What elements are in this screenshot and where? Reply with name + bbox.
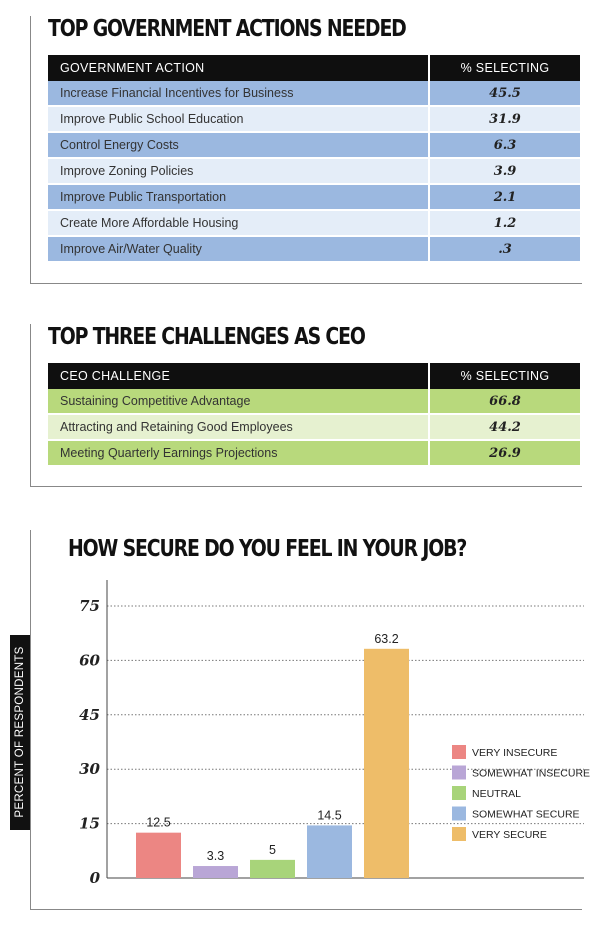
ceo-row-label: Meeting Quarterly Earnings Projections <box>48 440 429 466</box>
gov-row-label: Improve Public School Education <box>48 106 429 132</box>
y-axis-label: PERCENT OF RESPONDENTS <box>14 646 26 818</box>
table-row <box>48 158 580 184</box>
gov-row-label: Improve Zoning Policies <box>48 158 429 184</box>
ceo-table-header <box>48 363 580 389</box>
gov-row-value: 45.5 <box>429 81 580 106</box>
bar <box>193 866 238 878</box>
y-tick-label: 0 <box>89 869 100 887</box>
ceo-row-label: Attracting and Retaining Good Employees <box>48 414 429 440</box>
legend-swatch <box>452 807 466 821</box>
legend-label: SOMEWHAT INSECURE <box>472 767 591 780</box>
gov-frame-bottom <box>30 283 582 284</box>
gov-row-label: Improve Public Transportation <box>48 184 429 210</box>
bar-value-label: 12.5 <box>146 815 171 830</box>
gov-row-value: 2.1 <box>429 184 580 210</box>
bar <box>364 649 409 878</box>
ceo-col-challenge-header: CEO CHALLENGE <box>48 363 429 389</box>
legend-label: VERY INSECURE <box>472 747 558 759</box>
gov-row-value: 3.9 <box>429 158 580 184</box>
chart-title: HOW SECURE DO YOU FEEL IN YOUR JOB? <box>68 536 467 562</box>
gov-row-value: 6.3 <box>429 132 580 158</box>
legend-swatch <box>452 766 466 780</box>
legend-label: VERY SECURE <box>472 829 547 841</box>
gov-row-value: .3 <box>429 236 580 262</box>
table-row <box>48 81 580 106</box>
table-row <box>48 236 580 262</box>
bar <box>307 825 352 878</box>
gov-table <box>48 55 580 263</box>
y-tick-label: 30 <box>79 760 100 779</box>
gov-table-header <box>48 55 580 81</box>
ceo-frame-bottom <box>30 486 582 487</box>
gov-row-value: 31.9 <box>429 106 580 132</box>
ceo-table-title: TOP THREE CHALLENGES AS CEO <box>48 324 365 350</box>
ceo-row-value: 44.2 <box>429 414 580 440</box>
table-row <box>48 210 580 236</box>
gov-table-title: TOP GOVERNMENT ACTIONS NEEDED <box>48 16 406 42</box>
ceo-row-value: 66.8 <box>429 389 580 414</box>
legend-label: NEUTRAL <box>472 788 522 800</box>
y-tick-label: 60 <box>79 651 100 670</box>
ceo-row-label: Sustaining Competitive Advantage <box>48 389 429 414</box>
legend-swatch <box>452 786 466 800</box>
y-tick-label: 45 <box>79 705 100 724</box>
gov-row-label: Increase Financial Incentives for Business <box>48 81 429 106</box>
table-row <box>48 414 580 440</box>
table-row <box>48 106 580 132</box>
ceo-frame-left <box>30 324 31 487</box>
y-tick-label: 15 <box>79 814 100 833</box>
table-row <box>48 132 580 158</box>
gov-row-value: 1.2 <box>429 210 580 236</box>
gov-col-pct-header: % SELECTING <box>429 55 580 81</box>
table-row <box>48 440 580 466</box>
bar-chart <box>0 530 600 910</box>
gov-col-action-header: GOVERNMENT ACTION <box>48 55 429 81</box>
legend-label: SOMEWHAT SECURE <box>472 808 580 821</box>
gov-row-label: Control Energy Costs <box>48 132 429 158</box>
gov-row-label: Improve Air/Water Quality <box>48 236 429 262</box>
table-row <box>48 389 580 414</box>
bar-value-label: 5 <box>269 842 276 857</box>
ceo-table <box>48 363 580 467</box>
bar <box>136 833 181 878</box>
legend-swatch <box>452 745 466 759</box>
bar-value-label: 3.3 <box>206 849 225 864</box>
table-row <box>48 184 580 210</box>
ceo-col-pct-header: % SELECTING <box>429 363 580 389</box>
bar <box>250 860 295 878</box>
bar-value-label: 14.5 <box>317 808 342 823</box>
gov-frame-left <box>30 16 31 284</box>
y-tick-label: 75 <box>79 597 100 615</box>
legend-swatch <box>452 827 466 841</box>
ceo-row-value: 26.9 <box>429 440 580 466</box>
bar-value-label: 63.2 <box>374 631 399 646</box>
gov-row-label: Create More Affordable Housing <box>48 210 429 236</box>
